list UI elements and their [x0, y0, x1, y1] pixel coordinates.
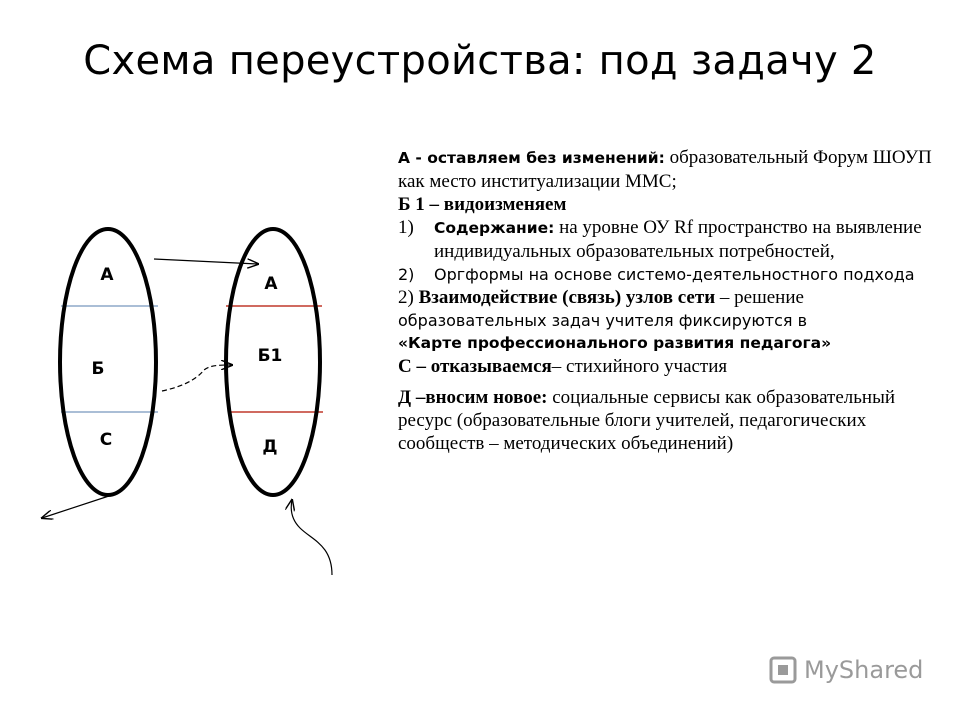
- list-item: [398, 263, 938, 286]
- paragraph-c: [398, 355, 938, 378]
- c-body: – стихийного участия: [551, 356, 728, 377]
- item-body: Оргформы на основе системо-деятельностного подхода: [434, 265, 915, 284]
- arrow-c-out: [42, 495, 112, 518]
- list-item: [398, 216, 938, 263]
- right-label-a: А: [264, 274, 278, 294]
- watermark-text: MyShared: [804, 656, 924, 684]
- b1-list: [398, 216, 938, 286]
- interaction-number: 2): [398, 287, 419, 308]
- item-heading: Содержание:: [434, 219, 555, 237]
- slide-title: Схема переустройства: под задачу 2: [83, 38, 877, 84]
- b1-heading: Б 1 – видоизменяем: [398, 194, 567, 215]
- item-number: 1): [398, 217, 414, 238]
- paragraph-a: [398, 146, 938, 193]
- paragraph-interaction: [398, 286, 938, 309]
- left-label-c: С: [99, 430, 113, 450]
- interaction-line2: образовательных задач учителя фиксируются в: [398, 311, 808, 330]
- a-heading: А - оставляем без изменений:: [398, 149, 665, 167]
- paragraph-d: [398, 386, 938, 455]
- d-body: социальные сервисы как образовательный ресурс (образовательные блоги учителей, педагогических сообществ – методических объединений): [398, 387, 896, 454]
- left-label-a: А: [100, 265, 114, 285]
- interaction-card: «Карте профессионального развития педагога»: [398, 334, 832, 352]
- item-number: 2): [398, 265, 415, 284]
- a-body: образовательный Форум ШОУП как место институализации ММС;: [398, 147, 932, 192]
- right-label-d: Д: [262, 437, 278, 457]
- interaction-body: – решение: [715, 287, 804, 308]
- interaction-heading: Взаимодействие (связь) узлов сети: [418, 287, 716, 308]
- arrow-new-into-d: [291, 500, 332, 575]
- right-label-b1: Б1: [257, 346, 283, 366]
- paragraph-b1: [398, 193, 938, 216]
- description-text: [398, 146, 938, 455]
- watermark: [768, 655, 923, 685]
- myshared-logo-icon: [768, 655, 798, 685]
- d-heading: Д –вносим новое:: [398, 387, 548, 408]
- c-heading: С – отказываемся: [398, 356, 552, 377]
- arrow-b-to-b1-dashed: [162, 365, 232, 391]
- item-body: на уровне ОУ Rf пространство на выявление индивидуальных образовательных потребностей,: [434, 217, 922, 262]
- left-label-b: Б: [91, 359, 105, 379]
